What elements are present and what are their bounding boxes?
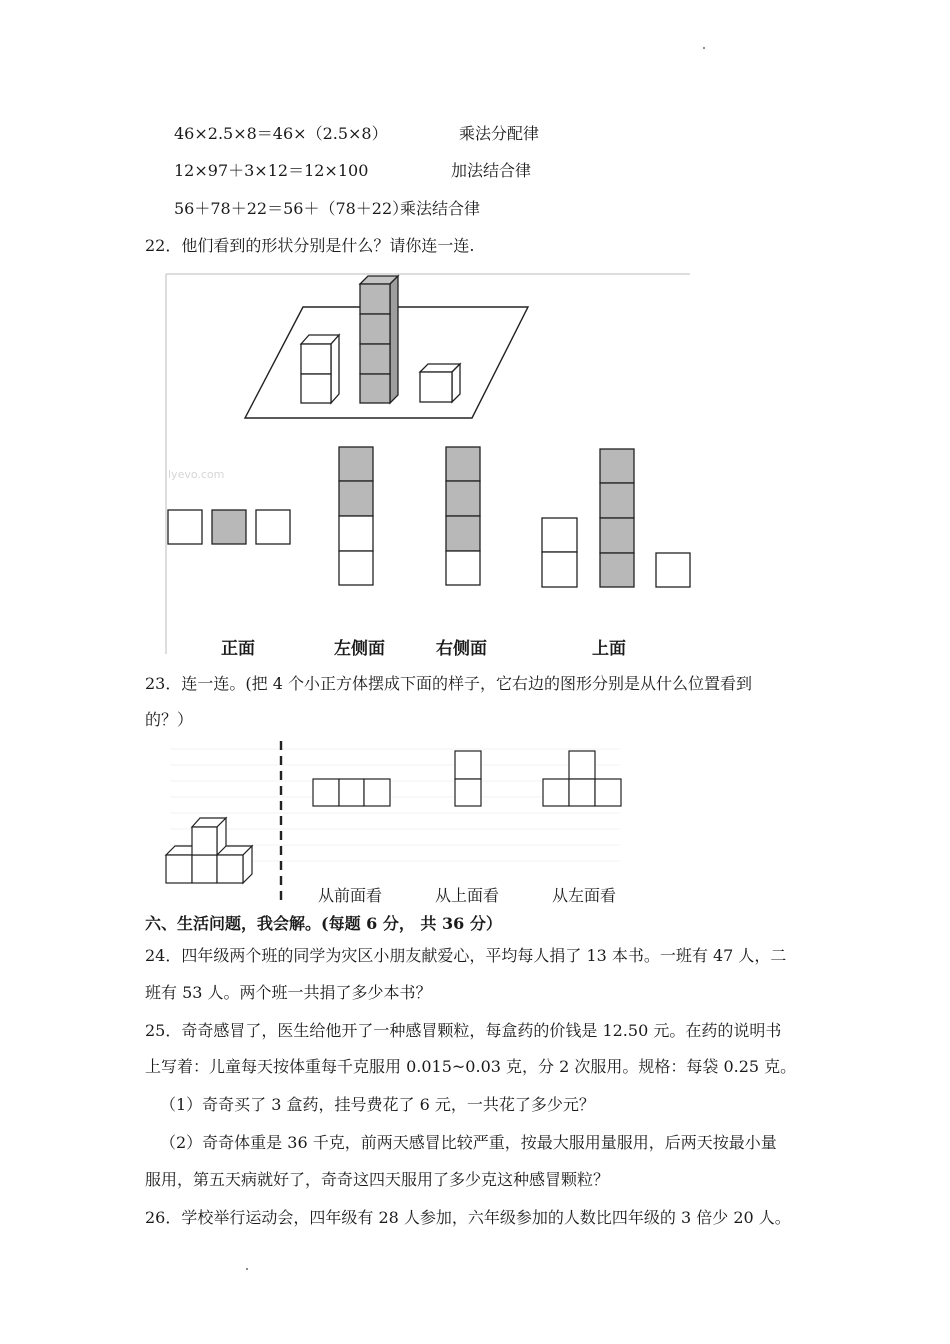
left-view-box-1: [339, 447, 373, 481]
law-name-3: 乘法结合律: [400, 199, 481, 218]
section-6-heading: 六、生活问题，我会解。(每题 6 分， 共 36 分）: [145, 914, 502, 933]
q24-line2: 班有 53 人。两个班一共捐了多少本书？: [145, 983, 432, 1002]
cube-stack-2: [301, 335, 339, 403]
q25-line1: 25．奇奇感冒了，医生给他开了一种感冒颗粒，每盒药的价钱是 12.50 元。在药的说明书: [145, 1021, 782, 1040]
q25-line2: 上写着：儿童每天按体重每千克服用 0.015~0.03 克，分 2 次服用。规格：每袋 0.25 克。: [145, 1057, 797, 1076]
page-mark-top: [703, 47, 705, 49]
right-view-box-3: [446, 516, 480, 551]
law-expression-2: 12×97＋3×12＝12×100: [174, 161, 369, 180]
law-expression-1: 46×2.5×8＝46×（2.5×8）: [174, 124, 388, 143]
page-mark-bottom: [246, 1268, 248, 1270]
view-c-box-3: [569, 779, 595, 806]
left-view-box-3: [339, 516, 373, 551]
q22-figure: [0, 260, 950, 680]
label-right-side: 右侧面: [436, 639, 487, 659]
top-view-box-6: [600, 553, 634, 587]
q26-line1: 26．学校举行运动会，四年级有 28 人参加，六年级参加的人数比四年级的 3 倍少 20 人。: [145, 1208, 791, 1227]
q24-line1: 24．四年级两个班的同学为灾区小朋友献爱心，平均每人捐了 13 本书。一班有 47 人，二: [145, 946, 787, 965]
law-name-1: 乘法分配律: [459, 124, 540, 143]
cube-arrangement: [166, 818, 252, 883]
left-view-box-4: [339, 551, 373, 585]
q22-watermark: lyevo.com: [168, 468, 225, 481]
view-b-box-1: [455, 751, 481, 779]
cube-stack-4: [360, 276, 398, 403]
label-top: 上面: [592, 639, 626, 659]
label-front: 正面: [221, 639, 255, 659]
right-view-box-1: [446, 447, 480, 481]
cube-single: [420, 364, 460, 402]
label-from-left: 从左面看: [552, 886, 617, 905]
top-view-box-2: [542, 552, 577, 587]
law-name-2: 加法结合律: [451, 161, 532, 180]
q25-sub1: （1）奇奇买了 3 盒药，挂号费花了 6 元，一共花了多少元？: [160, 1095, 595, 1114]
top-view-box-1: [542, 518, 577, 552]
q23-text-line2: 的？）: [145, 710, 194, 729]
view-a-box-1: [313, 779, 339, 806]
view-c-box-4: [595, 779, 621, 806]
view-b-box-2: [455, 779, 481, 806]
q22-text: 22．他们看到的形状分别是什么？请你连一连.: [145, 236, 475, 255]
front-view-box-3: [256, 510, 290, 544]
top-view-box-5: [600, 518, 634, 553]
q23-text-line1: 23．连一连。(把 4 个小正方体摆成下面的样子，它右边的图形分别是从什么位置看到: [145, 674, 752, 693]
view-c-box-1: [569, 751, 595, 779]
label-left-side: 左侧面: [334, 639, 385, 659]
view-a-box-2: [339, 779, 364, 806]
front-view-box-2: [212, 510, 246, 544]
front-view-box-1: [168, 510, 202, 544]
view-c-box-2: [543, 779, 569, 806]
right-view-box-2: [446, 481, 480, 516]
right-view-box-4: [446, 551, 480, 585]
q25-sub2-line1: （2）奇奇体重是 36 千克，前两天感冒比较严重，按最大服用量服用，后两天按最小量: [160, 1133, 777, 1152]
q25-sub2-line2: 服用，第五天病就好了，奇奇这四天服用了多少克这种感冒颗粒？: [145, 1170, 610, 1189]
top-view-box-4: [600, 483, 634, 518]
top-view-box-7: [656, 553, 690, 587]
label-from-front: 从前面看: [318, 886, 383, 905]
left-view-box-2: [339, 481, 373, 516]
label-from-top: 从上面看: [435, 886, 500, 905]
top-view-box-3: [600, 449, 634, 483]
law-expression-3: 56＋78＋22＝56＋（78＋22）: [174, 199, 409, 218]
view-a-box-3: [364, 779, 390, 806]
